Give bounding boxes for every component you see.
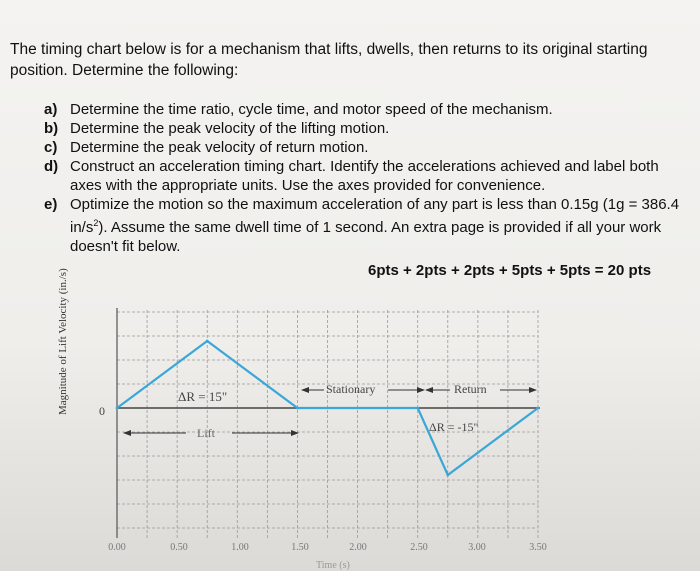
- question-a: [44, 100, 684, 119]
- question-b: [44, 119, 684, 138]
- timing-chart: [0, 290, 700, 571]
- question-text: Determine the time ratio, cycle time, and motor speed of the mechanism.: [70, 101, 553, 118]
- x-tick-label: 0.00: [108, 542, 126, 553]
- zero-tick-label: 0: [99, 404, 105, 418]
- question-label: e): [44, 196, 58, 213]
- question-c: [44, 138, 684, 157]
- question-list: [44, 100, 684, 256]
- x-tick-label: 0.50: [170, 542, 188, 553]
- question-text: Determine the peak velocity of the lifting motion.: [70, 120, 390, 137]
- points-breakdown: 6pts + 2pts + 2pts + 5pts + 5pts = 20 pts: [368, 262, 652, 279]
- question-text: Construct an acceleration timing chart. Identify the accelerations achieved and label both axes with the appropriate units. Use the axes provided for convenience.: [70, 158, 659, 194]
- return-displacement-label: ΔR = -15": [429, 420, 479, 434]
- velocity-point: [416, 407, 419, 410]
- velocity-point: [446, 474, 449, 477]
- question-label: d): [44, 158, 59, 175]
- x-tick-label: 3.00: [468, 542, 486, 553]
- question-label: c): [44, 139, 58, 156]
- question-label: b): [44, 120, 59, 137]
- x-tick-label: 2.50: [410, 542, 428, 553]
- question-label: a): [44, 101, 58, 118]
- lift-label: Lift: [197, 426, 215, 440]
- question-text: Determine the peak velocity of return motion.: [70, 139, 369, 156]
- y-axis-label: Magnitude of Lift Velocity (in./s): [57, 268, 69, 415]
- x-tick-label: 1.00: [231, 542, 249, 553]
- velocity-point: [206, 340, 209, 343]
- problem-intro: The timing chart below is for a mechanism that lifts, dwells, then returns to its original starting position. Determine the following:: [10, 41, 648, 79]
- stationary-label: Stationary: [326, 382, 376, 396]
- velocity-point: [296, 407, 299, 410]
- lift-displacement-label: ΔR = 15": [178, 389, 228, 404]
- return-label: Return: [454, 382, 487, 396]
- question-e: [44, 195, 684, 256]
- velocity-point: [116, 407, 119, 410]
- question-text: Optimize the motion so the maximum acceleration of any part is less than 0.15g (1g = 386.4 $in/s^2$). Assume the same dwell time of 1 second. An extra page is provided if all your work doesn't fit below.: [70, 196, 680, 255]
- velocity-point: [537, 407, 540, 410]
- question-d: [44, 157, 684, 195]
- x-tick-label: 3.50: [529, 542, 547, 553]
- x-axis-label: Time (s): [316, 560, 350, 571]
- x-tick-label: 1.50: [291, 542, 309, 553]
- x-tick-label: 2.00: [349, 542, 367, 553]
